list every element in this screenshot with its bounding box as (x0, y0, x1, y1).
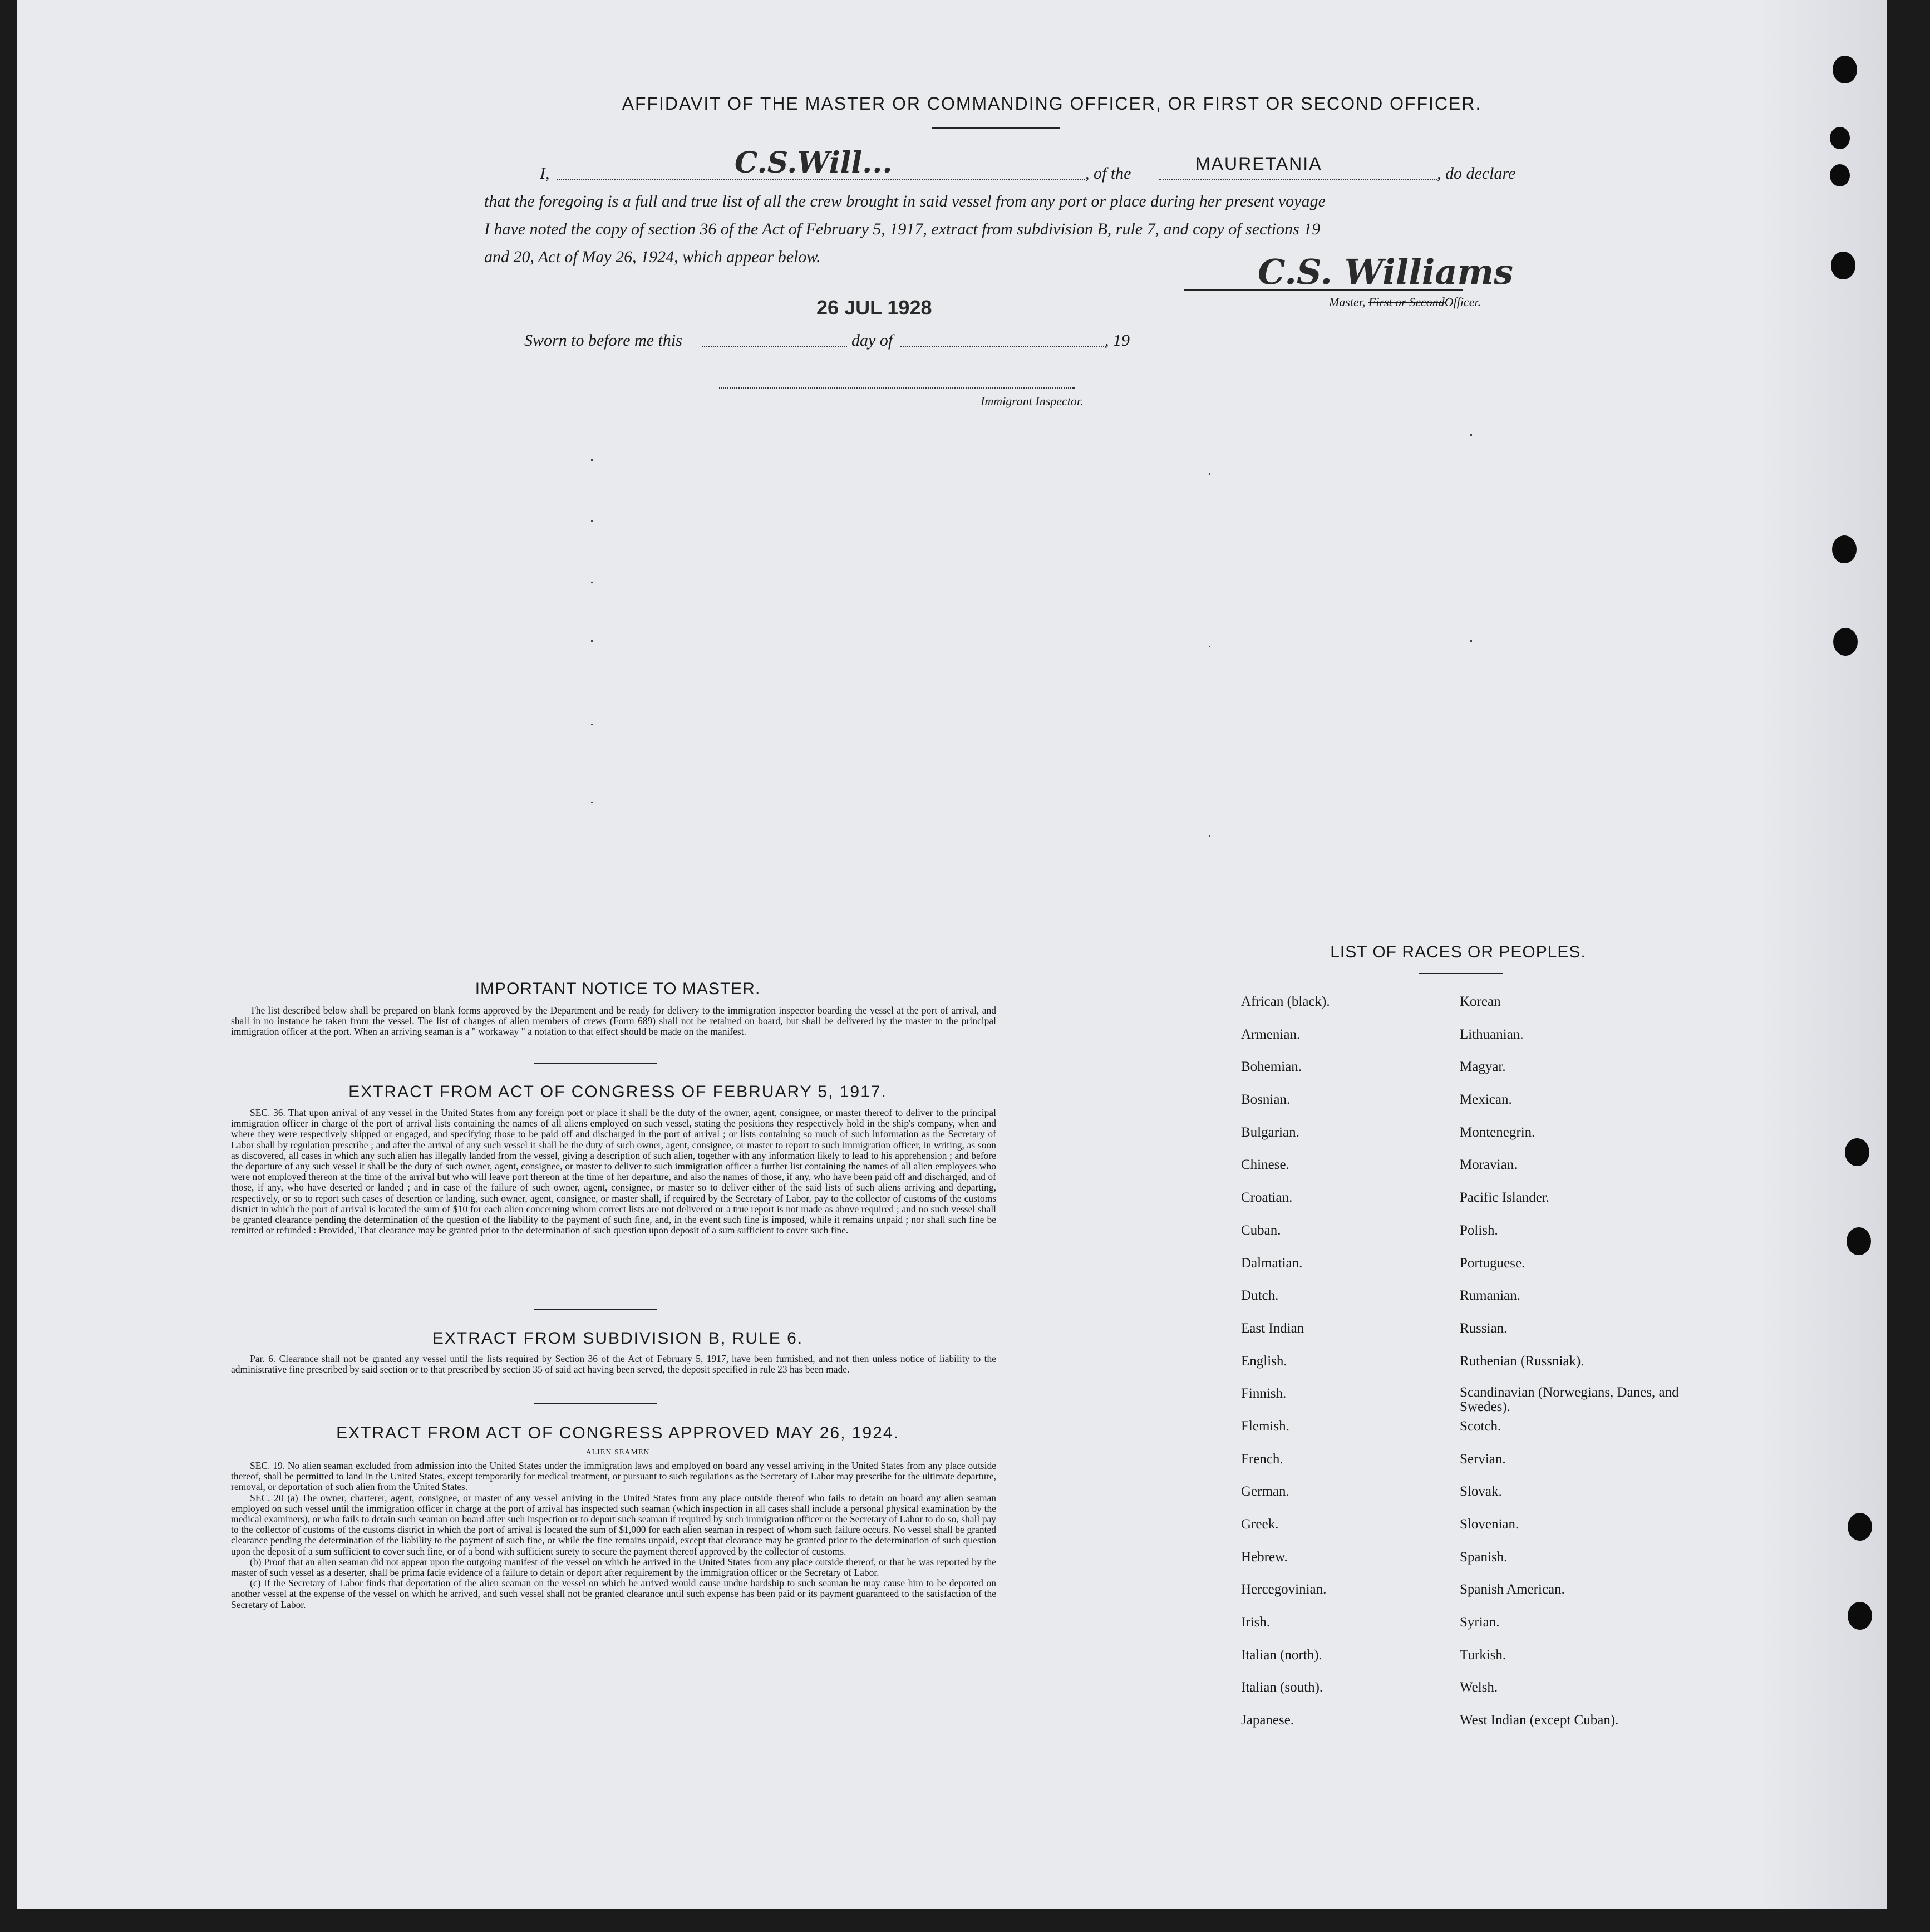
extract-1924-title: EXTRACT FROM ACT OF CONGRESS APPROVED MAY 26, 1924. (336, 1424, 899, 1442)
extract-rule6-text (231, 1354, 996, 1375)
sec-20b-paragraph: (b) Proof that an alien seaman did not appear upon the outgoing manifest of the vessel on which he arrived in the United States from any place outside thereof, or that he was reported by the master of such vessel as a deserter, shall be prima facie evidence of a failure to detain or deport after requirement by the immigration officer or the Secretary of Labor. (231, 1556, 996, 1579)
punch-hole (1830, 127, 1850, 149)
extract-rule6-title: EXTRACT FROM SUBDIVISION B, RULE 6. (432, 1329, 804, 1348)
officer-label: Officer. (1444, 295, 1481, 309)
punch-hole (1847, 1227, 1871, 1255)
race-item: Turkish. (1460, 1647, 1506, 1663)
affidavit-i-label: I, (540, 164, 550, 183)
race-item: Cuban. (1241, 1222, 1281, 1238)
punch-hole (1848, 1513, 1872, 1541)
punch-hole (1833, 628, 1858, 656)
race-item: Chinese. (1241, 1157, 1289, 1173)
race-item: Japanese. (1241, 1713, 1294, 1728)
race-item: East Indian (1241, 1320, 1304, 1336)
race-item: Spanish American. (1460, 1582, 1565, 1597)
race-item: Croatian. (1241, 1190, 1293, 1206)
punch-hole (1848, 1602, 1872, 1630)
race-item: Flemish. (1241, 1418, 1289, 1434)
race-item: Greek. (1241, 1517, 1279, 1532)
sworn-day-line (702, 346, 847, 347)
race-item: Portuguese. (1460, 1255, 1525, 1271)
alien-seamen-subtitle: ALIEN SEAMEN (585, 1448, 650, 1457)
sec-20a-paragraph: SEC. 20 (a) The owner, charterer, agent, consignee, or master of any vessel arriving in the United States from any place outside thereof who fails to detain on board any alien seaman employed on such vessel until the immigration officer in charge at the port of arrival has inspected such seaman (which inspection in all cases shall include a personal physical examination by the medical examiners), or who fails to detain such seaman on board after such inspection or to deport such seaman if required by such immigration officer or the Secretary of Labor to do so, shall pay to the collector of customs of the customs district in which the port of arrival is located the sum of $1,000 for each alien seaman in respect of whom such failure occurs. No vessel shall be granted clearance pending the determination of the liability to the payment of such fine, or while the fine remains unpaid, except that clearance may be granted prior to the determination of such question upon the deposit of a sum sufficient to cover such fine, or of a bond with sufficient surety to secure the payment thereof approved by the collector of customs. (231, 1492, 996, 1557)
scan-dot (591, 520, 593, 522)
notice-title: IMPORTANT NOTICE TO MASTER. (475, 980, 761, 998)
race-item: West Indian (except Cuban). (1460, 1713, 1619, 1728)
date-stamp: 26 JUL 1928 (816, 296, 932, 319)
race-item: Lithuanian. (1460, 1026, 1524, 1042)
race-item: Dutch. (1241, 1288, 1279, 1304)
sec-36-paragraph: SEC. 36. That upon arrival of any vessel in the United States from any foreign port or place it shall be the duty of the owner, agent, consignee, or master thereof to deliver to the principal immigration officer in charge of the port of arrival lists containing the names of all aliens employed on such vessel, stating the positions they respectively hold in the ship's company, when and where they were respectively shipped or engaged, and specifying those to be paid off and discharged in the port of arrival ; or lists containing so much of such information as the Secretary of Labor shall by regulation prescribe ; and after the arrival of any such vessel it shall be the duty of such owner, agent, consignee, or master to report to such immigration officer, in writing, as soon as discovered, all cases in which any such alien has illegally landed from the vessel, giving a description of such alien, together with any information likely to lead to his apprehension ; and before the departure of any such vessel it shall be the duty of such owner, agent, consignee, or master to deliver to such immigration officer a further list containing the names of all alien employees who were not employed thereon at the time of the arrival but who will leave port thereon at the time of her departure, and also the names of those, if any, who have been paid off and discharged, and of those, if any, who have deserted or landed ; and in case of the failure of such owner, agent, consignee, or master so to deliver either of the said lists of such aliens arriving and departing, respectively, or so to report such cases of desertion or landing, such owner, agent, consignee, or master shall, if required by the Secretary of Labor, pay to the collector of customs of the customs district in which the port of arrival is located the sum of $10 for each alien concerning whom correct lists are not delivered or a true report is not made as above required ; and no such vessel shall be granted clearance pending the determination of the question of the liability to the payment of such fine, and, in the event such fine is imposed, while it remains unpaid ; nor shall such fine be remitted or refunded : Provided, That clearance may be granted prior to the determination of such question upon deposit of a sum sufficient to cover such fine. (231, 1107, 996, 1236)
inspector-line (719, 387, 1075, 389)
race-item: African (black). (1241, 994, 1330, 1009)
affidavit-line-3: I have noted the copy of section 36 of the Act of February 5, 1917, extract from subdivision B, rule 7, and copy of sections 19 (484, 220, 1321, 238)
race-item: Dalmatian. (1241, 1255, 1303, 1271)
races-title: LIST OF RACES OR PEOPLES. (1330, 943, 1586, 961)
sworn-label: Sworn to before me this (524, 331, 682, 350)
vessel-name: MAURETANIA (1195, 154, 1322, 174)
scan-dot (1209, 835, 1210, 837)
race-item: Spanish. (1460, 1549, 1508, 1565)
inspector-label: Immigrant Inspector. (981, 394, 1084, 408)
race-item: Mexican. (1460, 1092, 1512, 1108)
scan-dot (591, 640, 593, 642)
race-item: Hebrew. (1241, 1549, 1288, 1565)
sec-19-paragraph: SEC. 19. No alien seaman excluded from admission into the United States under the immigration laws and employed on board any vessel arriving in the United States from any place outside thereof, shall be permitted to land in the United States, except temporarily for medical treatment, or pursuant to such regulations as the Secretary of Labor may prescribe for the ultimate departure, removal, or deportation of such alien from the United States. (231, 1460, 996, 1493)
races-left-column (1241, 994, 1441, 1745)
punch-hole (1830, 164, 1850, 186)
race-item: Korean (1460, 994, 1501, 1009)
section-divider (534, 1309, 657, 1310)
punch-hole (1845, 1138, 1869, 1166)
sec-20c-paragraph: (c) If the Secretary of Labor finds that deportation of the alien seaman on the vessel on which he arrived would cause undue hardship to such seaman he may cause him to be deported on another vessel at the expense of the vessel on which he arrived, and such vessel shall not be granted clearance until such expense has been paid or its payment guaranteed to the satisfaction of the Secretary of Labor. (231, 1577, 996, 1610)
scan-dot (1209, 646, 1210, 647)
scan-dot (1209, 473, 1210, 475)
race-item: Irish. (1241, 1615, 1271, 1630)
punch-hole (1833, 56, 1857, 83)
race-item: Russian. (1460, 1320, 1508, 1336)
of-the-label: , of the (1085, 164, 1131, 183)
scan-dot (1470, 434, 1472, 436)
race-item: Italian (north). (1241, 1647, 1322, 1663)
race-item: Pacific Islander. (1460, 1190, 1550, 1206)
manifest-page (17, 0, 1887, 1909)
race-item: Scotch. (1460, 1418, 1501, 1434)
race-item: Welsh. (1460, 1680, 1498, 1695)
par-6-paragraph: Par. 6. Clearance shall not be granted any vessel until the lists required by Section 36 of the Act of February 5, 1917, have been furnished, and not then unless notice of liability to the administrative fine prescribed by said section or to that prescribed by section 35 of said act having been served, the deposit specified in rule 23 has been made. (231, 1353, 996, 1375)
punch-hole (1832, 535, 1857, 563)
officer-name-scrawl: C.S.Will... (735, 146, 893, 180)
races-title-underline (1419, 973, 1503, 974)
signature-line (1184, 289, 1463, 291)
race-item: Scandinavian (Norwegians, Danes, and Swedes). (1460, 1385, 1679, 1415)
punch-hole (1831, 252, 1855, 279)
notice-paragraph: The list described below shall be prepared on blank forms approved by the Department and be ready for delivery to the immigration inspector boarding the vessel at the port of arrival, and shall in no instance be taken from the vessel. The list of changes of alien members of crews (Form 689) shall not be retained on board, but shall be delivered by the master to the principal immigration officer at the port. When an arriving seaman is a " workaway " a notation to that effect should be made on the manifest. (231, 1005, 996, 1038)
race-item: Ruthenian (Russniak). (1460, 1353, 1584, 1369)
race-item: Rumanian. (1460, 1288, 1521, 1304)
race-item: Syrian. (1460, 1615, 1500, 1630)
scan-dot (591, 724, 593, 725)
race-item: French. (1241, 1451, 1283, 1467)
extract-1917-title: EXTRACT FROM ACT OF CONGRESS OF FEBRUARY 5, 1917. (348, 1083, 887, 1101)
race-item: Polish. (1460, 1222, 1498, 1238)
race-item: Bohemian. (1241, 1059, 1302, 1075)
year-label: , 19 (1105, 331, 1130, 350)
day-of-label: day of (851, 331, 893, 350)
title-underline (932, 127, 1060, 129)
scan-dot (591, 459, 593, 461)
race-item: Magyar. (1460, 1059, 1506, 1075)
vessel-name-line (1159, 179, 1437, 180)
sworn-month-line (900, 346, 1106, 347)
scan-dot (591, 582, 593, 583)
race-item: Servian. (1460, 1451, 1506, 1467)
section-divider (534, 1063, 657, 1064)
race-item: Armenian. (1241, 1026, 1301, 1042)
scan-dot (591, 802, 593, 803)
section-divider (534, 1403, 657, 1404)
notice-text (231, 1005, 996, 1038)
struck-officer-label: First or Second (1368, 295, 1445, 309)
affidavit-line-2: that the foregoing is a full and true list of all the crew brought in said vessel from any port or place during her present voyage (484, 192, 1326, 210)
master-label: Master, (1329, 295, 1366, 309)
affidavit-line-4: and 20, Act of May 26, 1924, which appear below. (484, 248, 821, 266)
races-right-column (1460, 994, 1693, 1745)
race-item: English. (1241, 1353, 1287, 1369)
race-item: Slovak. (1460, 1484, 1502, 1500)
race-item: Slovenian. (1460, 1517, 1519, 1532)
race-item: Bosnian. (1241, 1092, 1291, 1108)
race-item: Moravian. (1460, 1157, 1518, 1173)
race-item: German. (1241, 1484, 1289, 1500)
do-declare-label: , do declare (1437, 164, 1516, 183)
master-signature: C.S. Williams (1258, 252, 1514, 292)
signature-caption (1329, 295, 1481, 309)
scan-dot (1470, 640, 1472, 642)
race-item: Bulgarian. (1241, 1124, 1299, 1140)
extract-1924-text (231, 1461, 996, 1610)
race-item: Finnish. (1241, 1386, 1287, 1402)
race-item: Montenegrin. (1460, 1124, 1535, 1140)
race-item: Hercegovinian. (1241, 1582, 1327, 1597)
affidavit-title: AFFIDAVIT OF THE MASTER OR COMMANDING OFFICER, OR FIRST OR SECOND OFFICER. (622, 94, 1482, 114)
race-item: Italian (south). (1241, 1680, 1323, 1695)
extract-1917-text (231, 1108, 996, 1236)
